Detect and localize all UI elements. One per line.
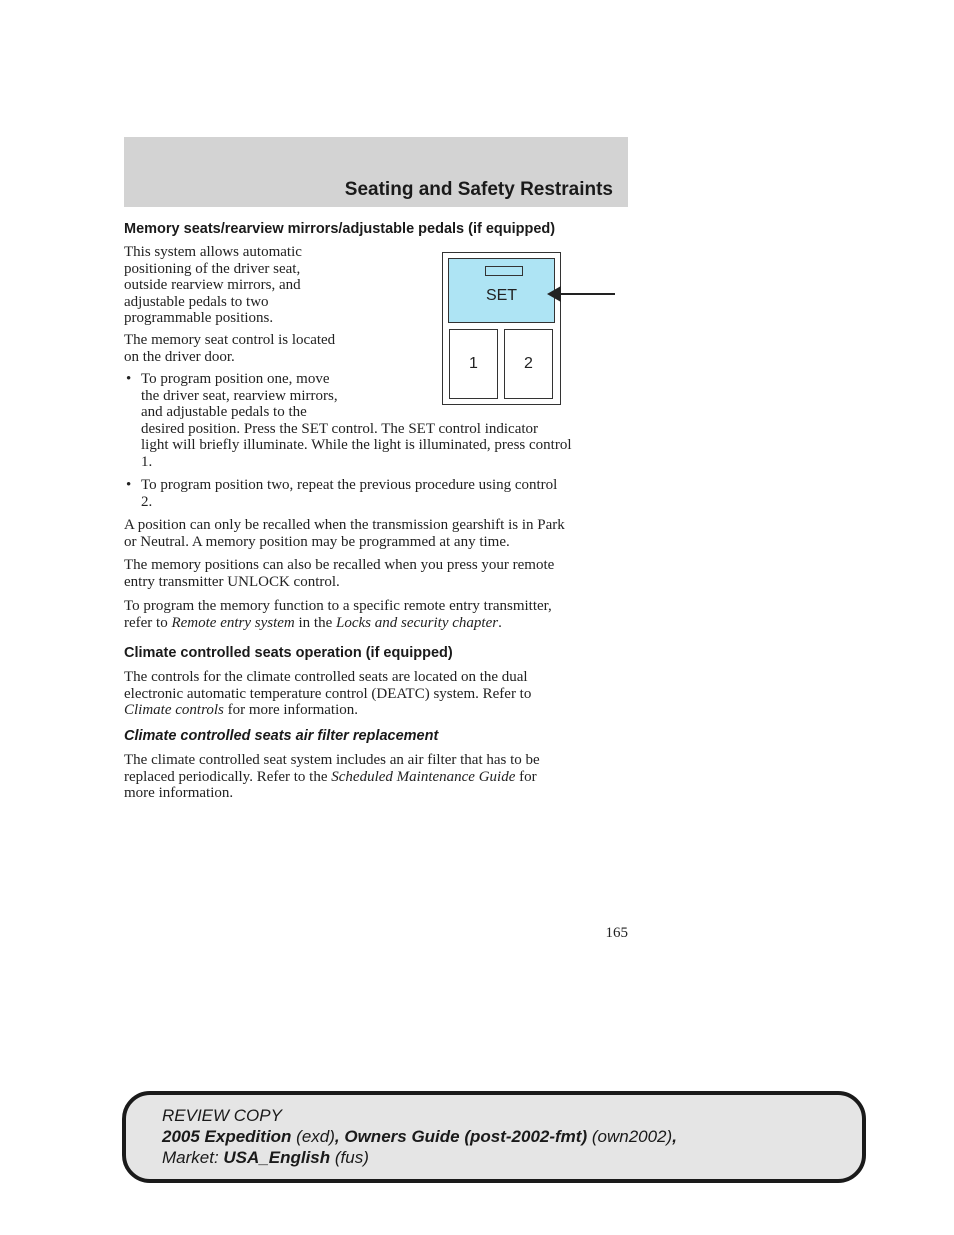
guide-code: (own2002)	[587, 1127, 673, 1146]
review-copy-footer	[122, 1091, 866, 1183]
text-line: more information.	[124, 785, 234, 801]
scheduled-maintenance-guide-reference: Scheduled Maintenance Guide	[331, 768, 516, 785]
page-title: Seating and Safety Restraints	[344, 179, 613, 200]
locks-security-chapter-reference: Locks and security chapter	[336, 614, 499, 631]
text-span: in the	[294, 614, 337, 631]
text-line: To program the memory function to a specific remote entry transmitter,	[124, 598, 552, 614]
text-line: To program position two, repeat the previous procedure using control	[141, 477, 558, 493]
air-filter-heading: Climate controlled seats air filter replacement	[124, 728, 439, 744]
page-number: 165	[605, 925, 628, 941]
model-name: 2005 Expedition	[162, 1127, 292, 1146]
memory-control-illustration	[442, 252, 561, 405]
text-line: outside rearview mirrors, and	[124, 277, 301, 293]
market-code: (fus)	[330, 1148, 369, 1167]
recall-paragraph	[124, 517, 630, 550]
text-line: adjustable pedals to two	[124, 293, 269, 310]
text-line	[124, 769, 630, 786]
text-line: on the driver door.	[124, 348, 235, 365]
text-line: 2.	[141, 493, 153, 510]
section-header-band	[124, 137, 628, 207]
memory-button-2: 2	[504, 329, 553, 399]
remote-recall-paragraph	[124, 557, 630, 590]
model-code: (exd)	[291, 1127, 335, 1146]
market-label: Market:	[162, 1148, 224, 1167]
guide-name: Owners Guide (post-2002-fmt)	[344, 1127, 588, 1146]
bullet-dot: •	[126, 477, 132, 493]
text-line	[124, 702, 630, 719]
market-name: USA_English	[223, 1148, 331, 1167]
text-line: or Neutral. A memory position may be programmed at any time.	[124, 533, 510, 550]
text-span: refer to	[124, 614, 172, 631]
text-line: and adjustable pedals to the	[141, 404, 307, 420]
text-line: A position can only be recalled when the transmission gearshift is in Park	[124, 517, 565, 533]
set-control-label: SET	[485, 287, 518, 304]
text-span: replaced periodically. Refer to the	[124, 768, 332, 785]
remote-entry-system-reference: Remote entry system	[171, 614, 295, 631]
climate-seats-paragraph	[124, 669, 630, 719]
text-line: 1.	[141, 453, 153, 470]
set-indicator-light	[485, 266, 523, 276]
text-line: desired position. Press the SET control. The SET control indicator	[141, 420, 539, 437]
text-line: the driver seat, rearview mirrors,	[141, 387, 338, 404]
bullet-dot: •	[126, 371, 132, 387]
text-line: The memory positions can also be recalled when you press your remote	[124, 557, 555, 573]
memory-button-1: 1	[449, 329, 498, 399]
text-line: positioning of the driver seat,	[124, 260, 301, 277]
text-line: The memory seat control is located	[124, 332, 336, 348]
text-span: for more information.	[223, 702, 358, 718]
text-span: .	[498, 614, 502, 631]
text-span: for	[515, 768, 537, 785]
climate-seats-heading: Climate controlled seats operation (if equipped)	[124, 645, 453, 661]
program-remote-paragraph	[124, 598, 630, 631]
text-line: light will briefly illuminate. While the light is illuminated, press control	[141, 437, 572, 453]
text-line: This system allows automatic	[124, 244, 302, 260]
text-line: To program position one, move	[141, 371, 330, 387]
text-line: The controls for the climate controlled seats are located on the dual	[124, 669, 528, 685]
text-line: The climate controlled seat system includes an air filter that has to be	[124, 752, 540, 768]
review-copy-label: REVIEW COPY	[162, 1106, 282, 1125]
separator: ,	[334, 1127, 345, 1146]
text-line: programmable positions.	[124, 310, 274, 326]
footer-text	[162, 1105, 677, 1168]
bullet-item-program-two	[124, 477, 630, 513]
set-control-button	[448, 258, 555, 323]
air-filter-paragraph	[124, 752, 630, 802]
text-line: entry transmitter UNLOCK control.	[124, 573, 340, 590]
text-line	[124, 615, 630, 632]
climate-controls-reference: Climate controls	[124, 702, 224, 718]
separator: ,	[672, 1127, 677, 1146]
pointer-arrow-icon	[545, 283, 617, 305]
text-line: electronic automatic temperature control (DEATC) system. Refer to	[124, 685, 532, 702]
memory-seats-heading: Memory seats/rearview mirrors/adjustable pedals (if equipped)	[124, 221, 556, 237]
